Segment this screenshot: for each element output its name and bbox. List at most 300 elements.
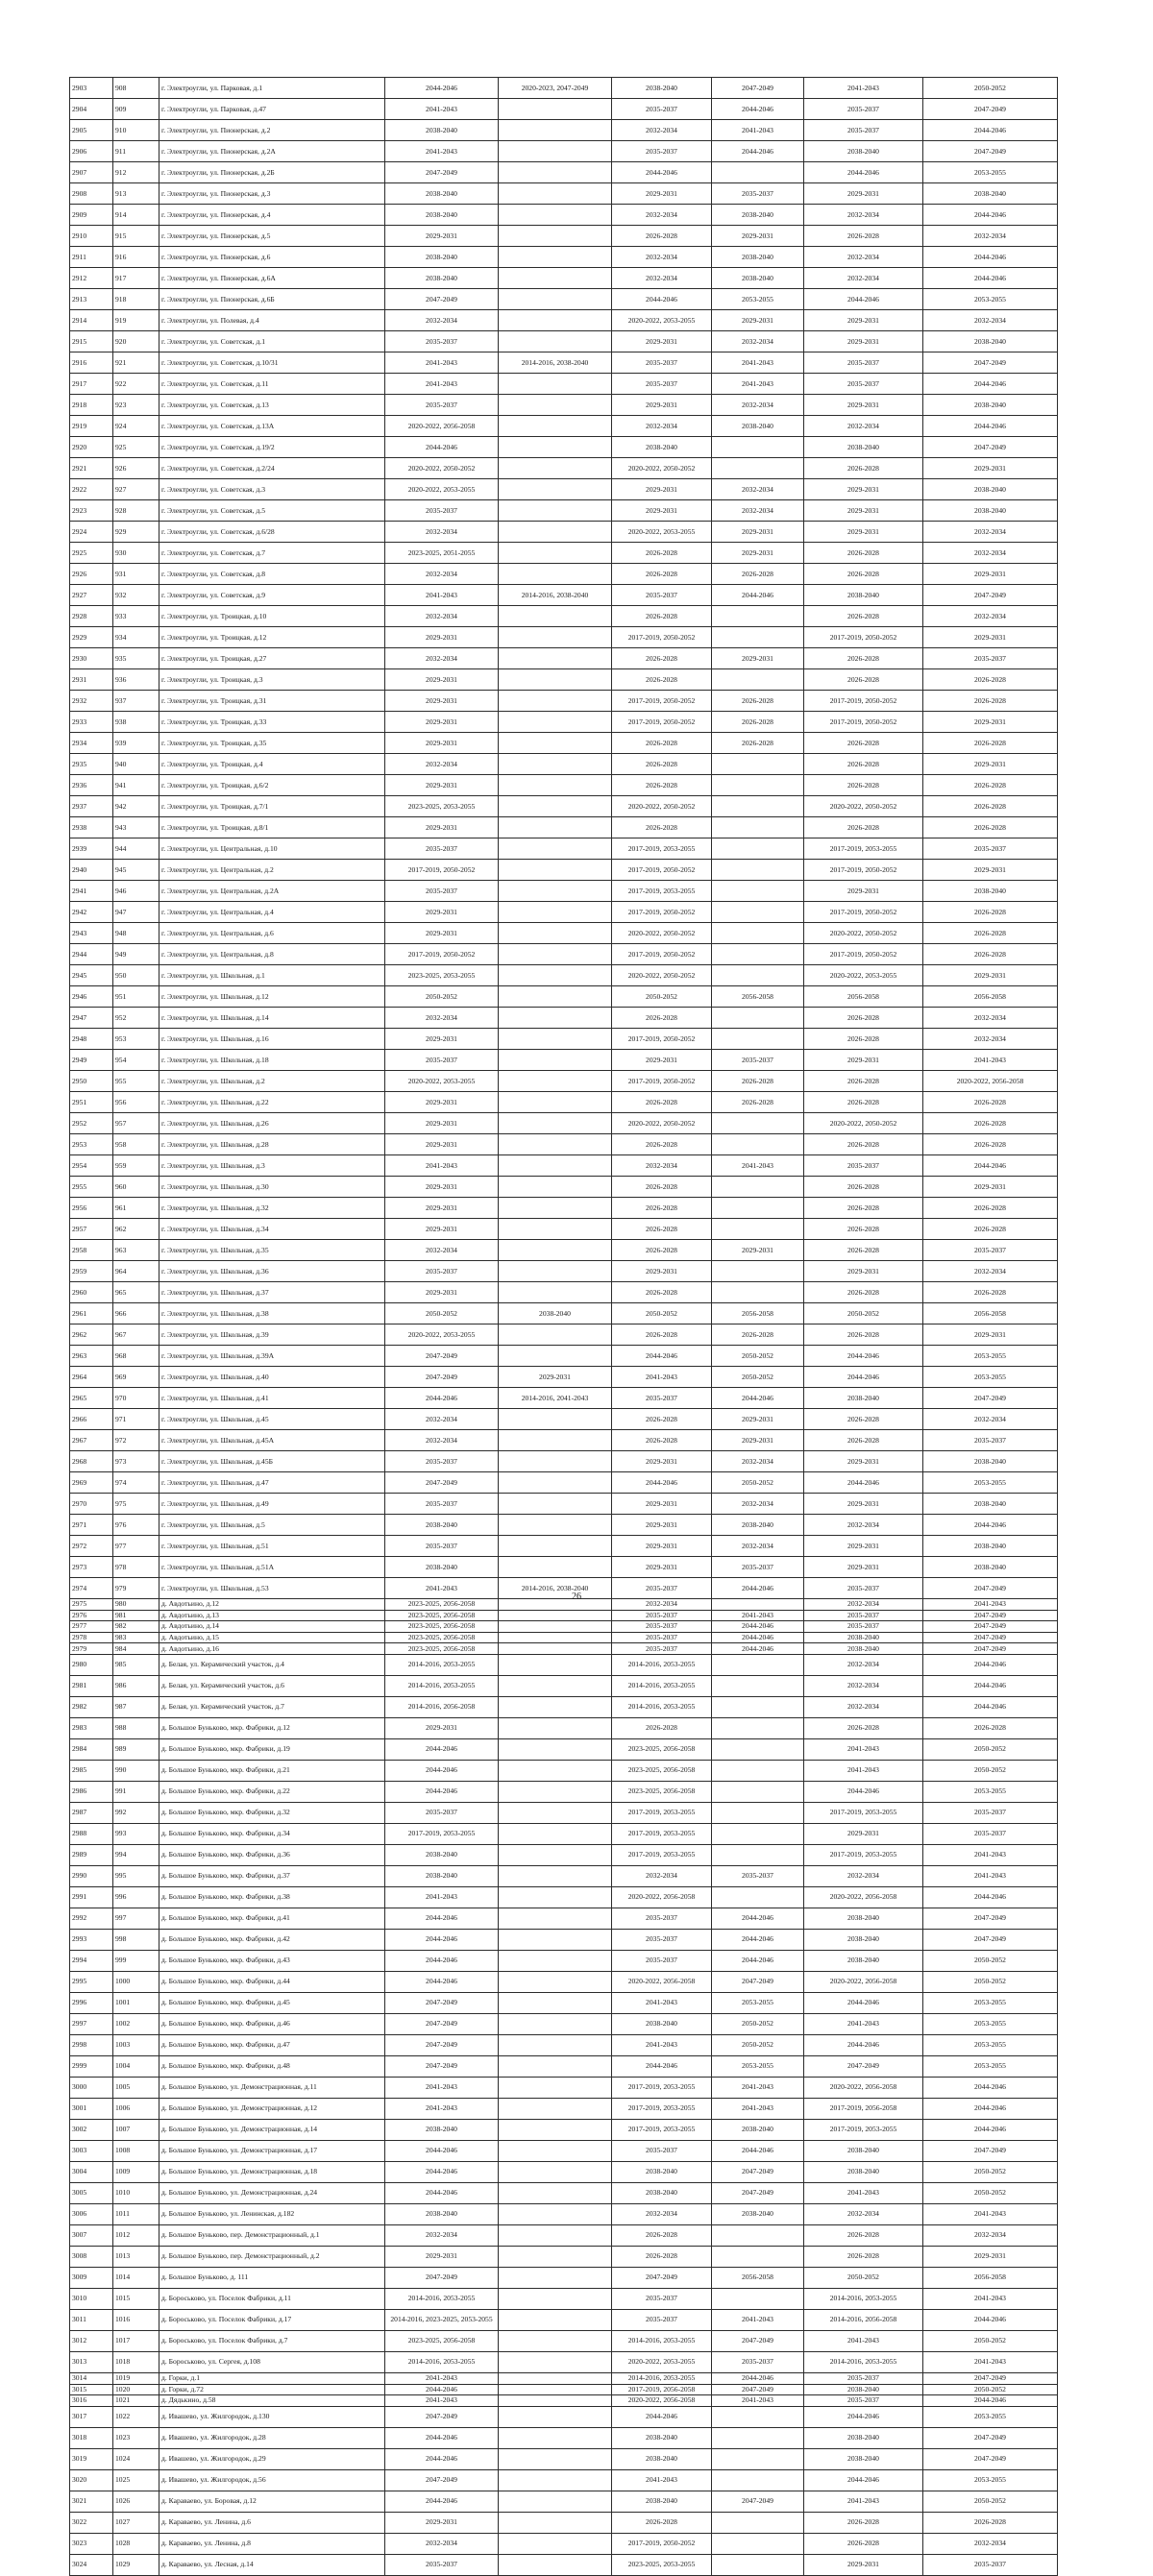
period-5-cell: 2041-2043 (804, 2013, 923, 2034)
table-row (70, 352, 1058, 374)
period-1-cell: 2041-2043 (385, 2077, 499, 2098)
period-5-cell: 2017-2019, 2053-2055 (804, 2119, 923, 2140)
period-5-cell: 2017-2019, 2050-2052 (804, 944, 923, 965)
row-number-cell: 2909 (70, 205, 113, 226)
period-6-cell: 2044-2046 (923, 2309, 1058, 2330)
period-4-cell: 2026-2028 (712, 712, 804, 733)
address-cell: г. Электроугли, ул. Школьная, д.3 (159, 1155, 385, 1177)
period-3-cell: 2041-2043 (612, 1367, 712, 1388)
table-row (70, 2203, 1058, 2224)
table-row (70, 1675, 1058, 1696)
address-cell: г. Электроугли, ул. Школьная, д.16 (159, 1029, 385, 1050)
address-cell: д. Авдотьино, д.12 (159, 1599, 385, 1611)
row-number-cell: 2989 (70, 1844, 113, 1865)
object-number-cell: 1029 (113, 2554, 159, 2575)
period-4-cell: 2032-2034 (712, 1451, 804, 1472)
row-number-cell: 2981 (70, 1675, 113, 1696)
period-1-cell: 2047-2049 (385, 162, 499, 183)
object-number-cell: 1010 (113, 2182, 159, 2203)
period-1-cell: 2035-2037 (385, 331, 499, 352)
period-5-cell: 2032-2034 (804, 205, 923, 226)
period-1-cell: 2029-2031 (385, 902, 499, 923)
row-number-cell: 2953 (70, 1134, 113, 1155)
row-number-cell: 2946 (70, 986, 113, 1008)
period-2-cell (499, 2384, 612, 2395)
object-number-cell: 940 (113, 754, 159, 775)
period-1-cell: 2044-2046 (385, 1388, 499, 1409)
period-1-cell: 2014-2016, 2056-2058 (385, 1696, 499, 1717)
period-4-cell: 2029-2031 (712, 310, 804, 331)
period-1-cell: 2044-2046 (385, 2491, 499, 2512)
row-number-cell: 3009 (70, 2267, 113, 2288)
period-3-cell: 2035-2037 (612, 1908, 712, 1929)
period-1-cell: 2029-2031 (385, 691, 499, 712)
period-5-cell: 2044-2046 (804, 2469, 923, 2491)
period-2-cell (499, 2267, 612, 2288)
period-2-cell (499, 1781, 612, 1802)
period-6-cell: 2053-2055 (923, 2013, 1058, 2034)
period-3-cell: 2020-2022, 2050-2052 (612, 923, 712, 944)
period-6-cell: 2035-2037 (923, 1823, 1058, 1844)
period-2-cell (499, 1675, 612, 1696)
address-cell: д. Большое Буньково, мкр. Фабрики, д.47 (159, 2034, 385, 2055)
period-3-cell: 2041-2043 (612, 1992, 712, 2013)
period-3-cell: 2038-2040 (612, 2182, 712, 2203)
period-6-cell: 2047-2049 (923, 1578, 1058, 1599)
period-2-cell (499, 2448, 612, 2469)
table-body (70, 78, 1058, 2576)
period-3-cell: 2020-2022, 2050-2052 (612, 965, 712, 986)
row-number-cell: 2972 (70, 1536, 113, 1557)
object-number-cell: 1026 (113, 2491, 159, 2512)
period-5-cell: 2026-2028 (804, 1092, 923, 1113)
object-number-cell: 1018 (113, 2351, 159, 2372)
period-3-cell: 2026-2028 (612, 733, 712, 754)
period-1-cell: 2029-2031 (385, 1113, 499, 1134)
address-cell: г. Электроугли, ул. Советская, д.19/2 (159, 437, 385, 458)
period-3-cell: 2026-2028 (612, 564, 712, 585)
table-row (70, 268, 1058, 289)
row-number-cell: 2910 (70, 226, 113, 247)
period-6-cell: 2044-2046 (923, 2077, 1058, 2098)
period-4-cell (712, 1886, 804, 1908)
period-4-cell (712, 1261, 804, 1282)
row-number-cell: 2986 (70, 1781, 113, 1802)
period-1-cell: 2047-2049 (385, 2267, 499, 2288)
period-4-cell (712, 2224, 804, 2246)
address-cell: г. Электроугли, ул. Школьная, д.49 (159, 1494, 385, 1515)
period-4-cell: 2035-2037 (712, 1050, 804, 1071)
address-cell: г. Электроугли, ул. Школьная, д.18 (159, 1050, 385, 1071)
object-number-cell: 922 (113, 374, 159, 395)
period-5-cell: 2038-2040 (804, 2140, 923, 2161)
row-number-cell: 3013 (70, 2351, 113, 2372)
table-row (70, 1654, 1058, 1675)
period-4-cell: 2026-2028 (712, 564, 804, 585)
row-number-cell: 3014 (70, 2372, 113, 2384)
period-4-cell: 2029-2031 (712, 1430, 804, 1451)
object-number-cell: 965 (113, 1282, 159, 1303)
row-number-cell: 3000 (70, 2077, 113, 2098)
period-6-cell: 2035-2037 (923, 648, 1058, 669)
row-number-cell: 2997 (70, 2013, 113, 2034)
object-number-cell: 949 (113, 944, 159, 965)
period-6-cell: 2047-2049 (923, 2448, 1058, 2469)
period-3-cell: 2029-2031 (612, 500, 712, 522)
table-row (70, 564, 1058, 585)
period-5-cell: 2035-2037 (804, 352, 923, 374)
period-6-cell: 2029-2031 (923, 2246, 1058, 2267)
period-5-cell: 2026-2028 (804, 458, 923, 479)
period-3-cell: 2026-2028 (612, 606, 712, 627)
period-5-cell: 2029-2031 (804, 1536, 923, 1557)
period-4-cell (712, 860, 804, 881)
object-number-cell: 952 (113, 1008, 159, 1029)
period-6-cell: 2044-2046 (923, 1515, 1058, 1536)
table-row (70, 1632, 1058, 1643)
period-5-cell: 2032-2034 (804, 247, 923, 268)
period-5-cell: 2026-2028 (804, 648, 923, 669)
period-3-cell: 2038-2040 (612, 2448, 712, 2469)
period-5-cell: 2014-2016, 2053-2055 (804, 2351, 923, 2372)
table-row (70, 2469, 1058, 2491)
period-2-cell (499, 965, 612, 986)
address-cell: д. Белая, ул. Керамический участок, д.6 (159, 1675, 385, 1696)
period-4-cell: 2041-2043 (712, 2309, 804, 2330)
table-row (70, 1738, 1058, 1760)
object-number-cell: 991 (113, 1781, 159, 1802)
period-5-cell: 2026-2028 (804, 606, 923, 627)
address-cell: д. Дядькино, д.58 (159, 2395, 385, 2407)
period-3-cell: 2014-2016, 2053-2055 (612, 1675, 712, 1696)
period-1-cell: 2029-2031 (385, 733, 499, 754)
table-row (70, 1557, 1058, 1578)
period-5-cell: 2038-2040 (804, 1929, 923, 1950)
period-3-cell: 2017-2019, 2050-2052 (612, 860, 712, 881)
address-cell: д. Большое Буньково, мкр. Фабрики, д.43 (159, 1950, 385, 1971)
table-row (70, 1643, 1058, 1655)
period-2-cell (499, 1536, 612, 1557)
period-5-cell: 2026-2028 (804, 1430, 923, 1451)
period-2-cell (499, 1494, 612, 1515)
period-5-cell: 2020-2022, 2056-2058 (804, 1971, 923, 1992)
address-cell: г. Электроугли, ул. Советская, д.1 (159, 331, 385, 352)
period-2-cell (499, 1992, 612, 2013)
period-2-cell (499, 712, 612, 733)
row-number-cell: 3022 (70, 2512, 113, 2533)
row-number-cell: 2951 (70, 1092, 113, 1113)
period-2-cell (499, 2427, 612, 2448)
period-5-cell: 2035-2037 (804, 1621, 923, 1633)
table-row (70, 500, 1058, 522)
period-3-cell: 2023-2025, 2056-2058 (612, 1760, 712, 1781)
row-number-cell: 2984 (70, 1738, 113, 1760)
table-row (70, 2077, 1058, 2098)
object-number-cell: 958 (113, 1134, 159, 1155)
address-cell: г. Электроугли, ул. Школьная, д.51 (159, 1536, 385, 1557)
row-number-cell: 3008 (70, 2246, 113, 2267)
period-3-cell: 2032-2034 (612, 120, 712, 141)
period-2-cell (499, 543, 612, 564)
row-number-cell: 3004 (70, 2161, 113, 2182)
period-1-cell: 2035-2037 (385, 1802, 499, 1823)
row-number-cell: 2928 (70, 606, 113, 627)
row-number-cell: 2969 (70, 1472, 113, 1494)
object-number-cell: 984 (113, 1643, 159, 1655)
address-cell: г. Электроугли, ул. Пионерская, д.4 (159, 205, 385, 226)
object-number-cell: 935 (113, 648, 159, 669)
period-4-cell: 2026-2028 (712, 1071, 804, 1092)
period-5-cell: 2026-2028 (804, 1240, 923, 1261)
period-6-cell: 2050-2052 (923, 1738, 1058, 1760)
address-cell: г. Электроугли, ул. Школьная, д.53 (159, 1578, 385, 1599)
period-2-cell: 2029-2031 (499, 1367, 612, 1388)
table-row (70, 2161, 1058, 2182)
table-row (70, 1886, 1058, 1908)
object-number-cell: 1012 (113, 2224, 159, 2246)
period-4-cell: 2047-2049 (712, 2384, 804, 2395)
period-5-cell: 2029-2031 (804, 1494, 923, 1515)
address-cell: г. Электроугли, ул. Советская, д.2/24 (159, 458, 385, 479)
row-number-cell: 3005 (70, 2182, 113, 2203)
table-row (70, 416, 1058, 437)
period-5-cell: 2026-2028 (804, 2224, 923, 2246)
period-4-cell: 2047-2049 (712, 2161, 804, 2182)
row-number-cell: 2968 (70, 1451, 113, 1472)
period-6-cell: 2038-2040 (923, 183, 1058, 205)
period-1-cell: 2032-2034 (385, 1008, 499, 1029)
row-number-cell: 2904 (70, 99, 113, 120)
period-3-cell: 2014-2016, 2053-2055 (612, 2330, 712, 2351)
address-cell: г. Электроугли, ул. Центральная, д.2 (159, 860, 385, 881)
period-5-cell: 2017-2019, 2050-2052 (804, 627, 923, 648)
object-number-cell: 931 (113, 564, 159, 585)
address-cell: д. Большое Буньково, мкр. Фабрики, д.48 (159, 2055, 385, 2077)
period-1-cell: 2020-2022, 2050-2052 (385, 458, 499, 479)
period-1-cell: 2044-2046 (385, 437, 499, 458)
row-number-cell: 2927 (70, 585, 113, 606)
period-2-cell (499, 2140, 612, 2161)
address-cell: г. Электроугли, ул. Центральная, д.2А (159, 881, 385, 902)
period-2-cell (499, 437, 612, 458)
address-cell: г. Электроугли, ул. Школьная, д.28 (159, 1134, 385, 1155)
period-5-cell: 2038-2040 (804, 585, 923, 606)
period-6-cell: 2047-2049 (923, 1610, 1058, 1621)
period-6-cell: 2047-2049 (923, 1908, 1058, 1929)
period-1-cell: 2044-2046 (385, 1760, 499, 1781)
period-5-cell: 2032-2034 (804, 1865, 923, 1886)
address-cell: г. Электроугли, ул. Советская, д.13А (159, 416, 385, 437)
period-6-cell: 2050-2052 (923, 2384, 1058, 2395)
period-2-cell (499, 479, 612, 500)
address-cell: г. Электроугли, ул. Школьная, д.39 (159, 1324, 385, 1346)
object-number-cell: 979 (113, 1578, 159, 1599)
period-6-cell: 2056-2058 (923, 1303, 1058, 1324)
period-1-cell: 2023-2025, 2053-2055 (385, 796, 499, 817)
period-1-cell: 2044-2046 (385, 1929, 499, 1950)
row-number-cell: 2961 (70, 1303, 113, 1324)
address-cell: д. Ивашево, ул. Жилгородок, д.130 (159, 2406, 385, 2427)
period-3-cell: 2035-2037 (612, 1632, 712, 1643)
period-3-cell: 2035-2037 (612, 1610, 712, 1621)
period-3-cell: 2026-2028 (612, 1409, 712, 1430)
period-5-cell: 2032-2034 (804, 416, 923, 437)
period-6-cell: 2041-2043 (923, 1865, 1058, 1886)
address-cell: д. Ивашево, ул. Жилгородок, д.29 (159, 2448, 385, 2469)
table-row (70, 458, 1058, 479)
row-number-cell: 3002 (70, 2119, 113, 2140)
object-number-cell: 1023 (113, 2427, 159, 2448)
period-5-cell: 2038-2040 (804, 437, 923, 458)
period-3-cell: 2041-2043 (612, 2034, 712, 2055)
table-row (70, 1346, 1058, 1367)
period-4-cell (712, 2288, 804, 2309)
period-2-cell (499, 1654, 612, 1675)
period-1-cell: 2044-2046 (385, 1950, 499, 1971)
period-6-cell: 2050-2052 (923, 1950, 1058, 1971)
row-number-cell: 2950 (70, 1071, 113, 1092)
period-4-cell (712, 2512, 804, 2533)
period-4-cell: 2053-2055 (712, 2055, 804, 2077)
period-4-cell (712, 1198, 804, 1219)
object-number-cell: 998 (113, 1929, 159, 1950)
period-5-cell: 2044-2046 (804, 289, 923, 310)
period-5-cell: 2017-2019, 2050-2052 (804, 860, 923, 881)
period-3-cell: 2035-2037 (612, 374, 712, 395)
period-2-cell (499, 902, 612, 923)
period-4-cell (712, 1008, 804, 1029)
period-1-cell: 2035-2037 (385, 838, 499, 860)
row-number-cell: 2905 (70, 120, 113, 141)
period-4-cell (712, 437, 804, 458)
period-6-cell: 2053-2055 (923, 162, 1058, 183)
object-number-cell: 928 (113, 500, 159, 522)
period-4-cell: 2044-2046 (712, 1632, 804, 1643)
table-row (70, 1155, 1058, 1177)
table-row (70, 2372, 1058, 2384)
address-cell: д. Горки, д.72 (159, 2384, 385, 2395)
object-number-cell: 910 (113, 120, 159, 141)
period-1-cell: 2041-2043 (385, 1578, 499, 1599)
object-number-cell: 983 (113, 1632, 159, 1643)
period-4-cell: 2044-2046 (712, 2372, 804, 2384)
period-1-cell: 2023-2025, 2056-2058 (385, 1643, 499, 1655)
period-4-cell: 2044-2046 (712, 99, 804, 120)
period-2-cell (499, 669, 612, 691)
period-3-cell: 2017-2019, 2056-2058 (612, 2384, 712, 2395)
period-4-cell (712, 1282, 804, 1303)
address-cell: г. Электроугли, ул. Советская, д.7 (159, 543, 385, 564)
table-row (70, 120, 1058, 141)
period-6-cell: 2053-2055 (923, 2034, 1058, 2055)
object-number-cell: 997 (113, 1908, 159, 1929)
period-3-cell: 2038-2040 (612, 2013, 712, 2034)
period-3-cell: 2029-2031 (612, 183, 712, 205)
period-4-cell (712, 2554, 804, 2575)
period-4-cell: 2035-2037 (712, 183, 804, 205)
table-row (70, 522, 1058, 543)
period-4-cell (712, 1738, 804, 1760)
table-row (70, 712, 1058, 733)
period-5-cell: 2026-2028 (804, 1177, 923, 1198)
period-5-cell: 2032-2034 (804, 2203, 923, 2224)
period-6-cell: 2050-2052 (923, 1971, 1058, 1992)
row-number-cell: 2959 (70, 1261, 113, 1282)
period-5-cell: 2026-2028 (804, 669, 923, 691)
address-cell: д. Бороськово, ул. Поселок Фабрики, д.17 (159, 2309, 385, 2330)
period-1-cell: 2023-2025, 2056-2058 (385, 1621, 499, 1633)
period-1-cell: 2032-2034 (385, 310, 499, 331)
address-cell: г. Электроугли, ул. Советская, д.5 (159, 500, 385, 522)
period-5-cell: 2056-2058 (804, 986, 923, 1008)
period-5-cell: 2017-2019, 2056-2058 (804, 2098, 923, 2119)
period-4-cell: 2044-2046 (712, 585, 804, 606)
period-3-cell: 2017-2019, 2053-2055 (612, 1802, 712, 1823)
period-4-cell: 2041-2043 (712, 352, 804, 374)
period-1-cell: 2014-2016, 2053-2055 (385, 2351, 499, 2372)
period-6-cell: 2026-2028 (923, 2512, 1058, 2533)
address-cell: г. Электроугли, ул. Троицкая, д.10 (159, 606, 385, 627)
row-number-cell: 2994 (70, 1950, 113, 1971)
table-row (70, 1029, 1058, 1050)
period-4-cell: 2050-2052 (712, 1472, 804, 1494)
period-6-cell: 2053-2055 (923, 2406, 1058, 2427)
period-3-cell: 2017-2019, 2053-2055 (612, 2098, 712, 2119)
row-number-cell: 2944 (70, 944, 113, 965)
period-2-cell (499, 1346, 612, 1367)
period-1-cell: 2029-2031 (385, 1177, 499, 1198)
row-number-cell: 2922 (70, 479, 113, 500)
object-number-cell: 1025 (113, 2469, 159, 2491)
period-1-cell: 2044-2046 (385, 2140, 499, 2161)
address-cell: д. Большое Буньково, мкр. Фабрики, д.41 (159, 1908, 385, 1929)
row-number-cell: 2945 (70, 965, 113, 986)
period-4-cell: 2029-2031 (712, 226, 804, 247)
period-5-cell: 2029-2031 (804, 522, 923, 543)
period-6-cell: 2044-2046 (923, 416, 1058, 437)
period-6-cell: 2032-2034 (923, 606, 1058, 627)
period-3-cell: 2026-2028 (612, 1219, 712, 1240)
period-2-cell (499, 1008, 612, 1029)
period-1-cell: 2038-2040 (385, 183, 499, 205)
table-row (70, 2224, 1058, 2246)
period-4-cell (712, 2448, 804, 2469)
object-number-cell: 970 (113, 1388, 159, 1409)
table-row (70, 1472, 1058, 1494)
object-number-cell: 1005 (113, 2077, 159, 2098)
period-6-cell: 2044-2046 (923, 1155, 1058, 1177)
period-2-cell (499, 1760, 612, 1781)
period-2-cell (499, 733, 612, 754)
row-number-cell: 2963 (70, 1346, 113, 1367)
period-4-cell (712, 1134, 804, 1155)
row-number-cell: 3016 (70, 2395, 113, 2407)
period-2-cell (499, 2309, 612, 2330)
period-5-cell: 2038-2040 (804, 1908, 923, 1929)
period-5-cell: 2026-2028 (804, 1198, 923, 1219)
address-cell: д. Большое Буньково, ул. Ленинская, д.182 (159, 2203, 385, 2224)
period-2-cell (499, 2246, 612, 2267)
period-5-cell: 2020-2022, 2050-2052 (804, 1113, 923, 1134)
period-3-cell: 2020-2022, 2050-2052 (612, 458, 712, 479)
period-4-cell (712, 944, 804, 965)
period-3-cell: 2026-2028 (612, 1134, 712, 1155)
row-number-cell: 2930 (70, 648, 113, 669)
period-6-cell: 2047-2049 (923, 1388, 1058, 1409)
period-4-cell: 2044-2046 (712, 141, 804, 162)
object-number-cell: 948 (113, 923, 159, 944)
period-5-cell: 2029-2031 (804, 881, 923, 902)
